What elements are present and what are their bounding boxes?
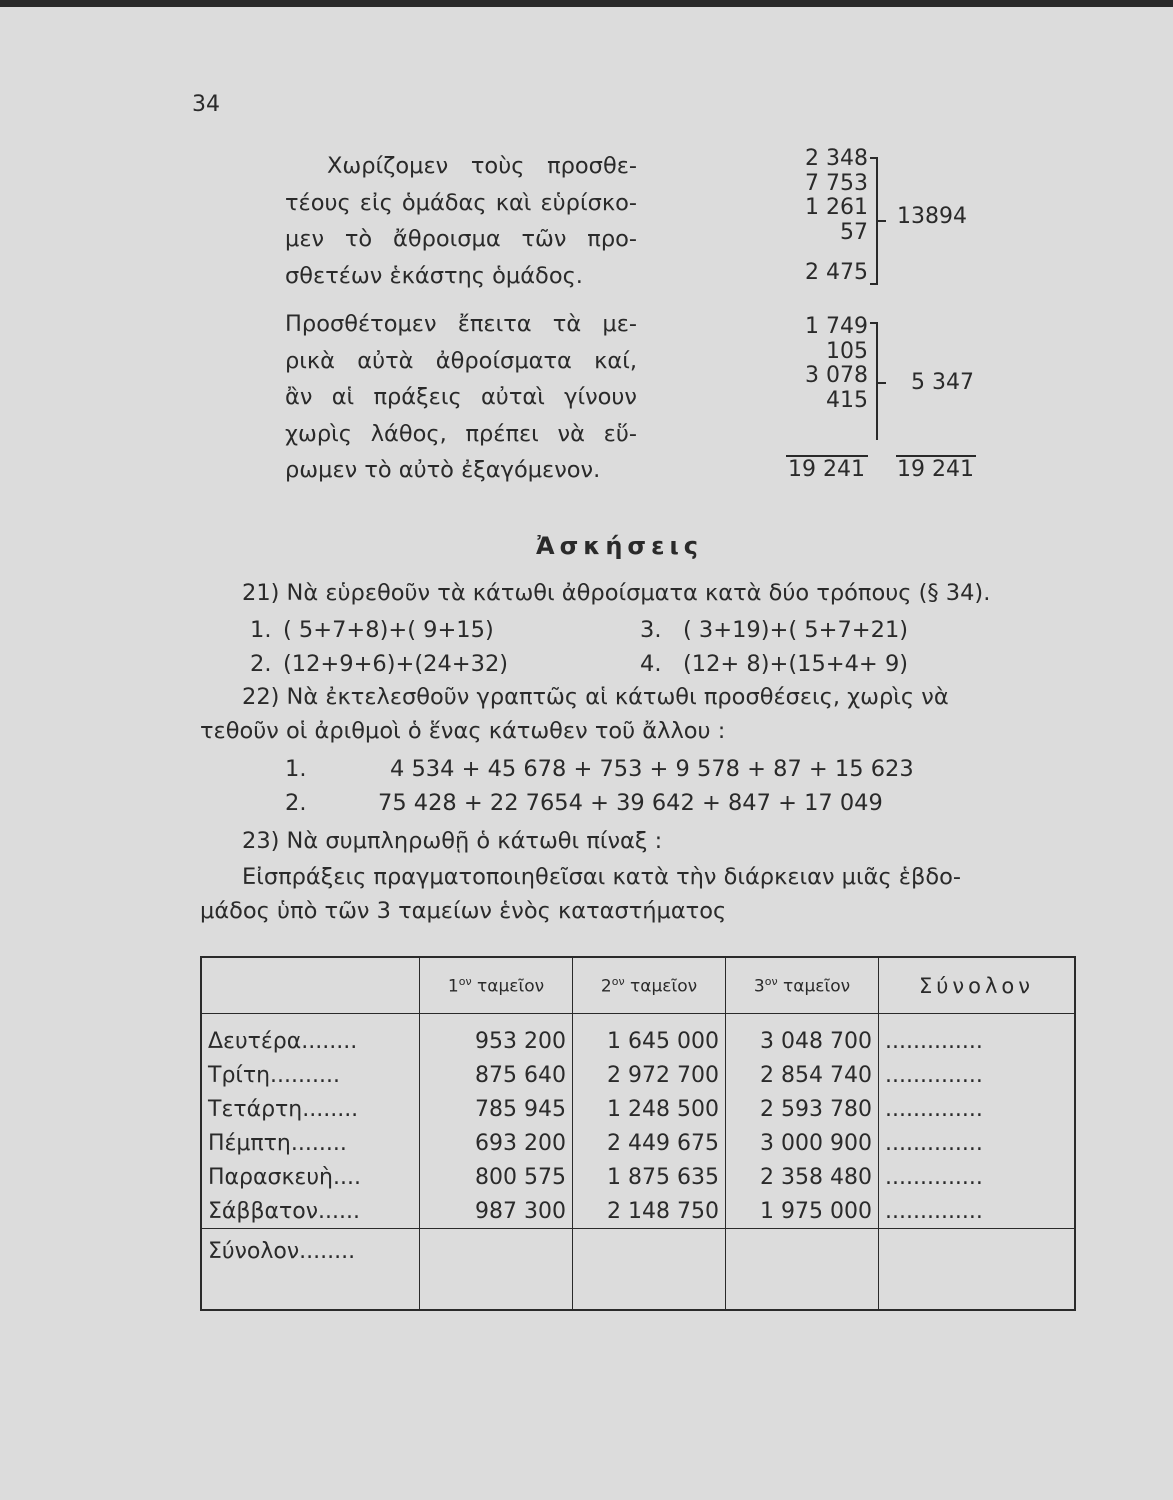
day-label: Παρασκευὴ xyxy=(208,1164,333,1190)
header-label: ταμεῖον xyxy=(630,976,698,997)
register-1-cell: 875 640 xyxy=(420,1058,573,1092)
exercise-22-prompt-cont: τεθοῦν οἱ ἀριθμοὶ ὁ ἕνας κάτωθεν τοῦ ἄλλου : xyxy=(200,718,726,744)
header-ordinal: 3 xyxy=(753,976,765,997)
day-label: Δευτέρα xyxy=(208,1028,302,1054)
text-line: ρωμεν τὸ αὐτὸ ἐξαγόμενον. xyxy=(285,457,601,483)
register-2-total-blank xyxy=(573,1229,726,1311)
day-cell xyxy=(201,1058,420,1092)
table-total-row xyxy=(201,1229,1075,1311)
row-total-blank: .............. xyxy=(885,1096,983,1122)
addend: 2 475 xyxy=(805,260,868,285)
group-2-sum: 5 347 xyxy=(911,370,974,395)
register-3-cell: 2 593 780 xyxy=(726,1092,879,1126)
text-line: σθετέων ἑκάστης ὁμάδος. xyxy=(285,262,583,289)
group-2-brace xyxy=(876,322,878,440)
total-row-label: Σύνολον xyxy=(208,1239,300,1264)
register-3-total-blank xyxy=(726,1229,879,1311)
text-line: Χωρίζομεν τοὺς προσθε- xyxy=(327,153,637,179)
row-total-blank: .............. xyxy=(885,1130,983,1156)
table-header-row xyxy=(201,957,1075,1014)
leader-dots: ...... xyxy=(317,1198,360,1224)
exercise-23-description: Εἰσπράξεις πραγματοποιηθεῖσαι κατὰ τὴν διάρκειαν μιᾶς ἑβδο- xyxy=(242,864,961,890)
register-2-cell: 2 449 675 xyxy=(573,1126,726,1160)
leader-dots: ........ xyxy=(301,1028,358,1054)
header-register-1 xyxy=(420,957,573,1014)
exercise-23-prompt: 23) Νὰ συμπληρωθῇ ὁ κάτωθι πίναξ : xyxy=(242,828,663,854)
leader-dots: .......... xyxy=(270,1062,340,1088)
addend: 1 261 xyxy=(805,195,868,220)
header-ordinal: 2 xyxy=(600,976,612,997)
day-label: Σάββατον xyxy=(208,1198,318,1224)
day-cell xyxy=(201,1092,420,1126)
register-3-cell: 3 000 900 xyxy=(726,1126,879,1160)
exercise-item-number: 3. xyxy=(640,617,662,643)
exercise-item-expression: 75 428 + 22 7654 + 39 642 + 847 + 17 049 xyxy=(378,790,883,816)
exercise-item-number: 2. xyxy=(285,790,307,816)
grand-total-blank xyxy=(879,1229,1076,1311)
header-ordinal: 1 xyxy=(447,976,459,997)
row-total-blank: .............. xyxy=(885,1062,983,1088)
exercises-heading: Ἀσκήσεις xyxy=(536,532,704,560)
exercise-item-expression: (12+ 8)+(15+4+ 9) xyxy=(683,651,909,677)
table-row xyxy=(201,1126,1075,1160)
scan-top-edge xyxy=(0,0,1173,7)
register-1-cell: 785 945 xyxy=(420,1092,573,1126)
table-row xyxy=(201,1092,1075,1126)
header-total-label: Σύνολον xyxy=(918,973,1034,998)
addend: 415 xyxy=(826,387,868,413)
table-row xyxy=(201,1194,1075,1229)
register-2-cell: 1 875 635 xyxy=(573,1160,726,1194)
exercise-21-prompt: 21) Νὰ εὑρεθοῦν τὰ κάτωθι ἀθροίσματα κατὰ δύο τρόπους (§ 34). xyxy=(242,580,991,606)
intro-paragraph-1 xyxy=(285,148,637,294)
register-3-cell: 3 048 700 xyxy=(726,1014,879,1059)
register-1-cell: 693 200 xyxy=(420,1126,573,1160)
header-label: ταμεῖον xyxy=(783,976,851,997)
day-label: Τρίτη xyxy=(208,1062,271,1088)
addend-group-2 xyxy=(770,315,868,413)
brace-tick xyxy=(870,157,878,159)
register-1-cell: 987 300 xyxy=(420,1194,573,1229)
addend: 7 753 xyxy=(805,170,868,196)
table-row xyxy=(201,1058,1075,1092)
addend: 1 749 xyxy=(805,314,868,339)
table-row xyxy=(201,1160,1075,1194)
brace-tick xyxy=(878,220,886,222)
header-ordinal-suffix: ον xyxy=(611,974,625,988)
day-label: Πέμπτη xyxy=(208,1130,291,1156)
register-3-cell: 1 975 000 xyxy=(726,1194,879,1229)
day-cell xyxy=(201,1014,420,1059)
exercise-item-number: 2. xyxy=(250,651,272,677)
header-register-3 xyxy=(726,957,879,1014)
intro-paragraph-2 xyxy=(285,306,637,489)
register-3-cell: 2 854 740 xyxy=(726,1058,879,1092)
grand-total-right: 19 241 xyxy=(897,457,974,482)
exercise-item-number: 4. xyxy=(640,651,662,677)
exercise-item-expression: ( 3+19)+( 5+7+21) xyxy=(683,617,909,643)
addend: 105 xyxy=(826,338,868,364)
header-total xyxy=(879,957,1076,1014)
grand-total-left: 19 241 xyxy=(788,457,865,482)
brace-tick xyxy=(870,283,878,285)
text-line: χωρὶς λάθος, πρέπει νὰ εὕ- xyxy=(285,420,637,447)
leader-dots: ........ xyxy=(299,1239,356,1264)
header-ordinal-suffix: ον xyxy=(764,974,778,988)
day-cell xyxy=(201,1160,420,1194)
header-label: ταμεῖον xyxy=(477,976,545,997)
page-number: 34 xyxy=(192,92,220,117)
addend: 2 348 xyxy=(805,146,868,171)
leader-dots: .... xyxy=(333,1164,361,1190)
register-1-total-blank xyxy=(420,1229,573,1311)
leader-dots: ........ xyxy=(290,1130,347,1156)
text-line: ἂν αἱ πράξεις αὐταὶ γίνουν xyxy=(285,384,637,410)
register-1-cell: 800 575 xyxy=(420,1160,573,1194)
register-3-cell: 2 358 480 xyxy=(726,1160,879,1194)
addend: 3 078 xyxy=(805,363,868,388)
text-line: τέους εἰς ὁμάδας καὶ εὑρίσκο- xyxy=(285,189,637,216)
text-line: Προσθέτομεν ἔπειτα τὰ με- xyxy=(285,311,637,337)
header-day xyxy=(201,957,420,1014)
table-row xyxy=(201,1014,1075,1059)
receipts-table xyxy=(200,956,1076,1311)
text-line: μεν τὸ ἄθροισμα τῶν προ- xyxy=(285,226,637,252)
leader-dots: ........ xyxy=(302,1096,359,1122)
day-label: Τετάρτη xyxy=(208,1096,303,1122)
text-line: ρικὰ αὐτὰ ἀθροίσματα καί, xyxy=(285,347,637,374)
row-total-blank: .............. xyxy=(885,1198,983,1224)
register-2-cell: 1 645 000 xyxy=(573,1014,726,1059)
register-2-cell: 2 148 750 xyxy=(573,1194,726,1229)
day-cell xyxy=(201,1194,420,1229)
exercise-item-number: 1. xyxy=(285,756,307,782)
exercise-22-prompt: 22) Νὰ ἐκτελεσθοῦν γραπτῶς αἱ κάτωθι προσθέσεις, χωρὶς νὰ xyxy=(242,684,949,710)
group-1-sum: 13894 xyxy=(897,204,967,229)
addend-group-1 xyxy=(770,147,868,286)
register-2-cell: 2 972 700 xyxy=(573,1058,726,1092)
row-total-blank: .............. xyxy=(885,1028,983,1054)
exercise-item-expression: ( 5+7+8)+( 9+15) xyxy=(283,617,494,643)
brace-tick xyxy=(870,322,878,324)
exercise-23-description-cont: μάδος ὑπὸ τῶν 3 ταμείων ἑνὸς καταστήματος xyxy=(200,898,727,924)
exercise-item-expression: (12+9+6)+(24+32) xyxy=(283,651,509,677)
register-1-cell: 953 200 xyxy=(420,1014,573,1059)
total-row-label-cell xyxy=(201,1229,420,1311)
row-total-blank: .............. xyxy=(885,1164,983,1190)
brace-tick xyxy=(878,382,886,384)
addend: 57 xyxy=(840,219,868,245)
header-ordinal-suffix: ον xyxy=(458,974,472,988)
day-cell xyxy=(201,1126,420,1160)
exercise-item-number: 1. xyxy=(250,617,272,643)
header-register-2 xyxy=(573,957,726,1014)
exercise-item-expression: 4 534 + 45 678 + 753 + 9 578 + 87 + 15 623 xyxy=(390,756,914,782)
register-2-cell: 1 248 500 xyxy=(573,1092,726,1126)
